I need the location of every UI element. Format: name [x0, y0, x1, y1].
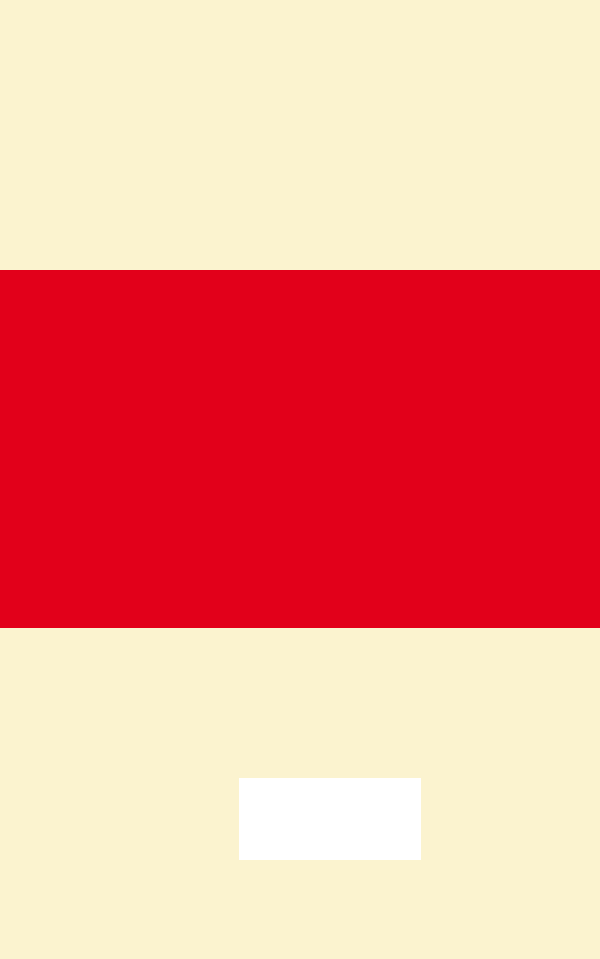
isbn-barcode-block — [239, 778, 421, 860]
toy-pattern-top — [0, 0, 600, 270]
barcode-icon — [248, 797, 414, 841]
feature-list — [316, 294, 588, 384]
description-band — [0, 270, 600, 628]
